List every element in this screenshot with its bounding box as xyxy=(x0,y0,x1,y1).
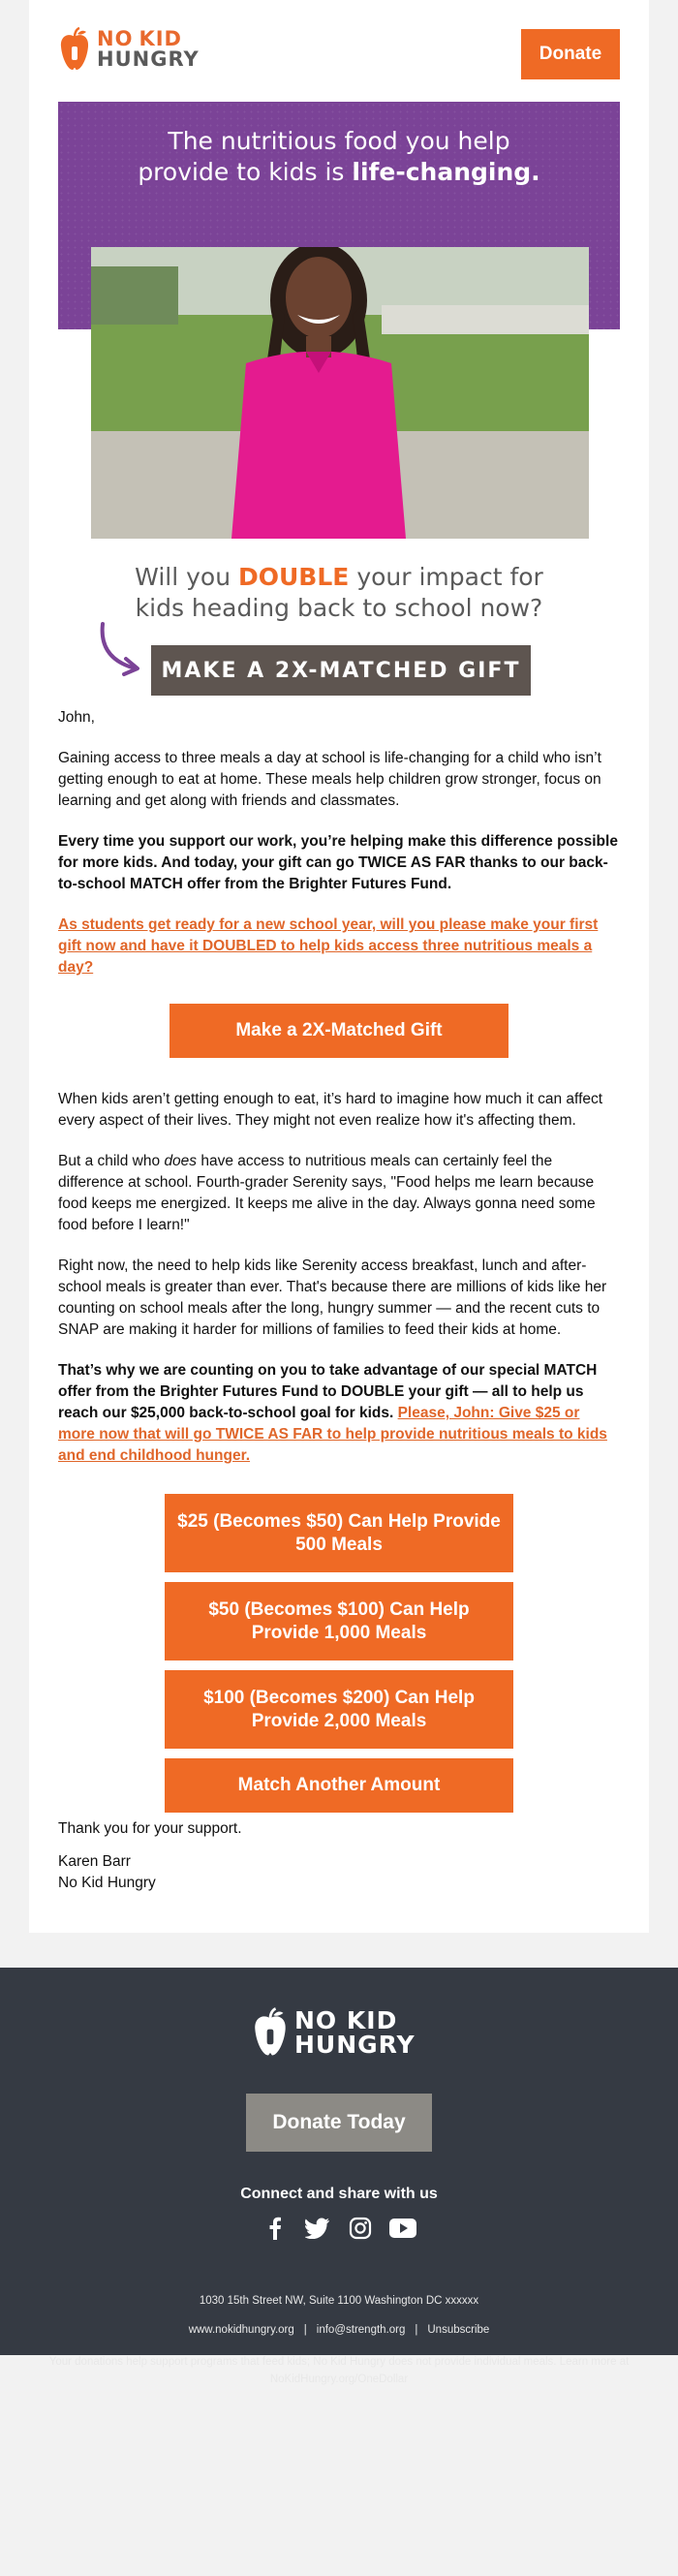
footer-links xyxy=(0,2324,678,2336)
unsubscribe-link[interactable]: Unsubscribe xyxy=(427,2324,490,2336)
paragraph-5-b: have access to nutritious meals can certainly feel the difference at school. Fourth-grader Serenity says, "Food helps me learn because food keeps me energized. It keeps me alive in the day. Always gonna need some food before I learn!" xyxy=(58,1153,596,1233)
email-card xyxy=(29,0,649,1933)
twitter-icon[interactable] xyxy=(304,2216,331,2241)
curved-arrow-icon xyxy=(97,620,145,678)
logo-no: NO xyxy=(97,27,134,50)
header xyxy=(29,0,649,97)
impact-question-double: DOUBLE xyxy=(238,563,350,591)
amount-25-button[interactable]: $25 (Becomes $50) Can Help Provide 500 Meals xyxy=(165,1494,513,1572)
amount-50-button[interactable]: $50 (Becomes $100) Can Help Provide 1,000 Meals xyxy=(165,1582,513,1660)
amount-100-button[interactable]: $100 (Becomes $200) Can Help Provide 2,000 Meals xyxy=(165,1670,513,1749)
footer-separator: | xyxy=(303,2324,307,2336)
connect-heading: Connect and share with us xyxy=(240,2186,438,2202)
footer-address: 1030 15th Street NW, Suite 1100 Washington DC xxxxxx xyxy=(199,2295,479,2307)
instagram-icon[interactable] xyxy=(347,2216,374,2241)
impact-question-line2: kids heading back to school now? xyxy=(135,594,543,622)
paragraph-4: When kids aren’t getting enough to eat, it’s hard to imagine how much it can affect every aspect of their lives. They might not even realize how it's affecting them. xyxy=(58,1091,603,1129)
match-gift-banner-button[interactable]: MAKE A 2X-MATCHED GIFT xyxy=(151,645,531,696)
email-body xyxy=(29,678,649,1894)
no-kid-hungry-logo[interactable] xyxy=(58,27,200,72)
footer xyxy=(0,1968,678,2385)
paragraph-2: Every time you support our work, you’re helping make this difference possible for more kids. And today, your gift can go TWICE AS FAR thanks to our back-to-school MATCH offer from the Brighter Futures Fund. xyxy=(58,833,618,892)
child-photo xyxy=(91,247,589,539)
footer-note: Your donations help support programs that feed kids; No Kid Hungry does not provide individual meals. Learn more at NoKidHungry.org/OneDollar xyxy=(48,2356,630,2385)
logo-wordmark xyxy=(97,29,200,70)
apple-logo-icon xyxy=(58,27,91,72)
thanks-text: Thank you for your support. xyxy=(58,1820,242,1837)
paragraph-5-a: But a child who xyxy=(58,1153,165,1169)
facebook-icon[interactable] xyxy=(262,2216,289,2241)
footer-apple-logo-icon xyxy=(252,2006,289,2059)
hero-headline-line1: The nutritious food you help xyxy=(168,127,510,155)
make-matched-gift-button[interactable]: Make a 2X-Matched Gift xyxy=(170,1004,508,1058)
greeting: John, xyxy=(58,709,95,726)
paragraph-1: Gaining access to three meals a day at school is life-changing for a child who isn’t getting enough to eat at home. These meals help children grow stronger, focus on learning and get along with friends and classmates. xyxy=(58,750,601,809)
impact-question xyxy=(58,562,620,624)
signer-org: No Kid Hungry xyxy=(58,1875,156,1891)
paragraph-6: Right now, the need to help kids like Serenity access breakfast, lunch and after-school meals is greater than ever. That's because there are millions of kids like her counting on school meals after the long, hungry summer — and the recent cuts to SNAP are making it harder for millions of families to feed their kids at home. xyxy=(58,1257,607,1338)
footer-logo[interactable] xyxy=(252,2006,416,2059)
footer-logo-hungry: HUNGRY xyxy=(294,2031,416,2059)
footer-logo-no: NO xyxy=(294,2006,338,2034)
donate-today-button[interactable]: Donate Today xyxy=(246,2094,432,2152)
paragraph-7 xyxy=(58,1360,620,1467)
give-25-link[interactable]: Please, John: Give $25 or more now that will go TWICE AS FAR to help provide nutritious meals to kids and end childhood hunger. xyxy=(58,1405,607,1464)
hero-headline-line2: provide to kids is xyxy=(138,158,353,186)
child-photo-illustration xyxy=(91,247,589,539)
logo-kid: KID xyxy=(139,27,182,50)
paragraph-5-emphasis: does xyxy=(164,1153,198,1169)
paragraph-5 xyxy=(58,1151,620,1236)
match-another-amount-button[interactable]: Match Another Amount xyxy=(165,1758,513,1813)
hero-banner[interactable] xyxy=(29,97,649,683)
footer-separator: | xyxy=(415,2324,418,2336)
logo-hungry: HUNGRY xyxy=(97,47,200,71)
website-link[interactable]: www.nokidhungry.org xyxy=(188,2324,294,2336)
paragraph-7-bold: That’s why we are counting on you to take advantage of our special MATCH offer from the Brighter Futures Fund to DOUBLE your gift — all to help us reach our $25,000 back-to-school goal for kids. xyxy=(58,1362,598,1421)
footer-logo-kid: KID xyxy=(346,2006,398,2034)
signer-name: Karen Barr xyxy=(58,1853,131,1870)
hero-headline xyxy=(58,126,620,188)
impact-question-b: your impact for xyxy=(349,563,543,591)
donate-button[interactable]: Donate xyxy=(521,29,620,79)
social-links xyxy=(262,2216,416,2241)
footer-wordmark xyxy=(294,2008,416,2057)
youtube-icon[interactable] xyxy=(389,2216,416,2241)
hero-headline-emphasis: life-changing. xyxy=(352,158,540,186)
email-link[interactable]: info@strength.org xyxy=(316,2324,406,2336)
first-gift-link[interactable]: As students get ready for a new school year, will you please make your first gift now and have it DOUBLED to help kids access three nutritious meals a day? xyxy=(58,916,599,976)
impact-question-a: Will you xyxy=(135,563,238,591)
signature xyxy=(58,1851,620,1894)
